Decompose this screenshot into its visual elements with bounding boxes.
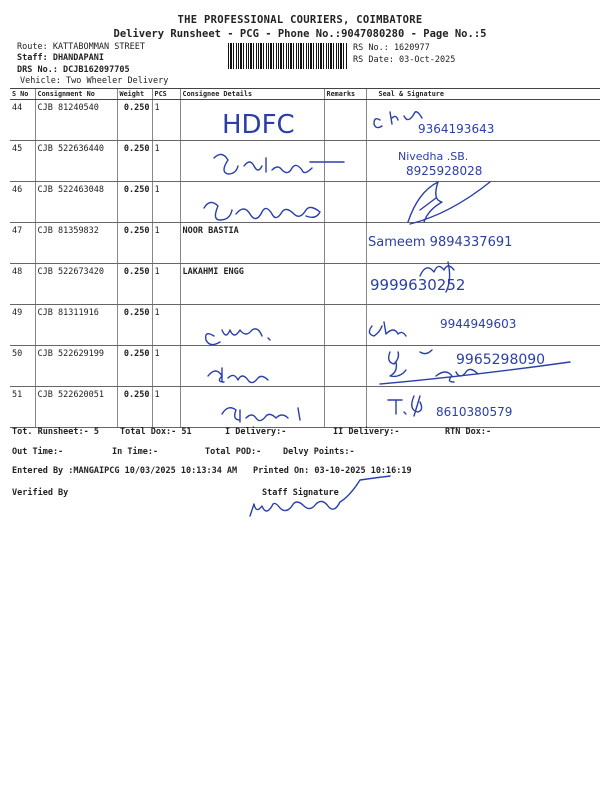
handwritten-phone-49: 9944949603 xyxy=(440,317,517,331)
row-pcs: 1 xyxy=(152,141,180,182)
col-sno: S No xyxy=(10,89,35,100)
row-weight: 0.250 xyxy=(117,387,152,428)
staff-signature-label: Staff Signature xyxy=(262,488,339,498)
printed-on: Printed On: 03-10-2025 10:16:19 xyxy=(253,466,412,476)
row-consignee xyxy=(180,305,324,346)
table-row xyxy=(10,141,600,182)
row-weight: 0.250 xyxy=(117,182,152,223)
row-consignee xyxy=(180,182,324,223)
row-remarks xyxy=(324,346,366,387)
table-row xyxy=(10,387,600,428)
handwritten-consignee-hdfc: HDFC xyxy=(222,110,295,140)
row-signature xyxy=(366,141,600,182)
delvy-points: Delvy Points:- xyxy=(283,447,355,457)
row-consignment: CJB 522629199 xyxy=(35,346,117,387)
row-remarks xyxy=(324,141,366,182)
row-consignment: CJB 522620051 xyxy=(35,387,117,428)
row-weight: 0.250 xyxy=(117,305,152,346)
rtn-dox: RTN Dox:- xyxy=(445,427,492,437)
table-row xyxy=(10,346,600,387)
row-consignee xyxy=(180,346,324,387)
row-sno: 49 xyxy=(10,305,35,346)
handwritten-phone-45: 8925928028 xyxy=(406,164,483,178)
row-consignee xyxy=(180,100,324,141)
delivery-table xyxy=(10,88,600,428)
row-sno: 47 xyxy=(10,223,35,264)
row-signature xyxy=(366,346,600,387)
col-remarks: Remarks xyxy=(324,89,366,100)
row-weight: 0.250 xyxy=(117,100,152,141)
row-consignee: LAKAHMI ENGG xyxy=(180,264,324,305)
row-weight: 0.250 xyxy=(117,223,152,264)
row-remarks xyxy=(324,100,366,141)
staff-label: Staff: DHANDAPANI xyxy=(17,53,104,63)
row-signature xyxy=(366,264,600,305)
row-pcs: 1 xyxy=(152,100,180,141)
ii-delivery: II Delivery:- xyxy=(333,427,400,437)
row-consignment: CJB 81311916 xyxy=(35,305,117,346)
handwritten-phone-48: 9999630252 xyxy=(370,276,466,294)
row-pcs: 1 xyxy=(152,264,180,305)
verified-by: Verified By xyxy=(12,488,69,498)
row-pcs: 1 xyxy=(152,223,180,264)
row-sno: 44 xyxy=(10,100,35,141)
row-weight: 0.250 xyxy=(117,346,152,387)
table-row xyxy=(10,305,600,346)
row-remarks xyxy=(324,182,366,223)
row-pcs: 1 xyxy=(152,387,180,428)
row-remarks xyxy=(324,223,366,264)
row-sno: 45 xyxy=(10,141,35,182)
company-name: THE PROFESSIONAL COURIERS, COIMBATORE xyxy=(177,14,423,26)
row-signature xyxy=(366,100,600,141)
row-signature xyxy=(366,387,600,428)
handwritten-phone-50: 9965298090 xyxy=(456,352,546,368)
runsheet-title: Delivery Runsheet - PCG - Phone No.:9047080280 - Page No.:5 xyxy=(113,28,487,40)
row-consignee xyxy=(180,141,324,182)
total-dox: Total Dox:- 51 xyxy=(120,427,192,437)
row-sno: 50 xyxy=(10,346,35,387)
handwritten-name-phone-47: Sameem 9894337691 xyxy=(368,235,513,250)
row-signature xyxy=(366,182,600,223)
i-delivery: I Delivery:- xyxy=(225,427,287,437)
tot-runsheet: Tot. Runsheet:- 5 xyxy=(12,427,99,437)
row-consignment: CJB 81359832 xyxy=(35,223,117,264)
route-label: Route: KATTABOMMAN STREET xyxy=(17,42,145,52)
table-row xyxy=(10,223,600,264)
row-weight: 0.250 xyxy=(117,141,152,182)
row-sno: 51 xyxy=(10,387,35,428)
row-sno: 46 xyxy=(10,182,35,223)
row-pcs: 1 xyxy=(152,182,180,223)
handwritten-name-45: Nivedha .SB. xyxy=(398,150,469,163)
out-time: Out Time:- xyxy=(12,447,64,457)
row-sno: 48 xyxy=(10,264,35,305)
drs-number: DRS No.: DCJB162097705 xyxy=(17,65,130,75)
col-consignee: Consignee Details xyxy=(180,89,324,100)
row-remarks xyxy=(324,387,366,428)
row-pcs: 1 xyxy=(152,346,180,387)
handwritten-phone-44: 9364193643 xyxy=(418,122,495,136)
row-weight: 0.250 xyxy=(117,264,152,305)
row-consignment: CJB 81240540 xyxy=(35,100,117,141)
rs-number: RS No.: 1620977 xyxy=(353,43,430,53)
row-remarks xyxy=(324,264,366,305)
entered-by: Entered By :MANGAIPCG 10/03/2025 10:13:34 AM xyxy=(12,466,238,476)
in-time: In Time:- xyxy=(112,447,159,457)
row-consignment: CJB 522463048 xyxy=(35,182,117,223)
handwritten-phone-51: 8610380579 xyxy=(436,405,513,419)
row-remarks xyxy=(324,305,366,346)
table-row xyxy=(10,182,600,223)
rs-date: RS Date: 03-Oct-2025 xyxy=(353,55,456,65)
row-consignee xyxy=(180,387,324,428)
row-consignee: NOOR BASTIA xyxy=(180,223,324,264)
col-consignment: Consignment No xyxy=(35,89,117,100)
col-pcs: PCS xyxy=(152,89,180,100)
table-row xyxy=(10,100,600,141)
col-weight: Weight xyxy=(117,89,152,100)
barcode-icon xyxy=(228,43,348,69)
table-row xyxy=(10,264,600,305)
table-header-row xyxy=(10,89,600,100)
total-pod: Total POD:- xyxy=(205,447,262,457)
row-signature xyxy=(366,305,600,346)
row-consignment: CJB 522673420 xyxy=(35,264,117,305)
col-seal-signature: Seal & Signature xyxy=(366,89,600,100)
row-signature xyxy=(366,223,600,264)
row-consignment: CJB 522636440 xyxy=(35,141,117,182)
row-pcs: 1 xyxy=(152,305,180,346)
vehicle-label: Vehicle: Two Wheeler Delivery xyxy=(20,76,169,86)
